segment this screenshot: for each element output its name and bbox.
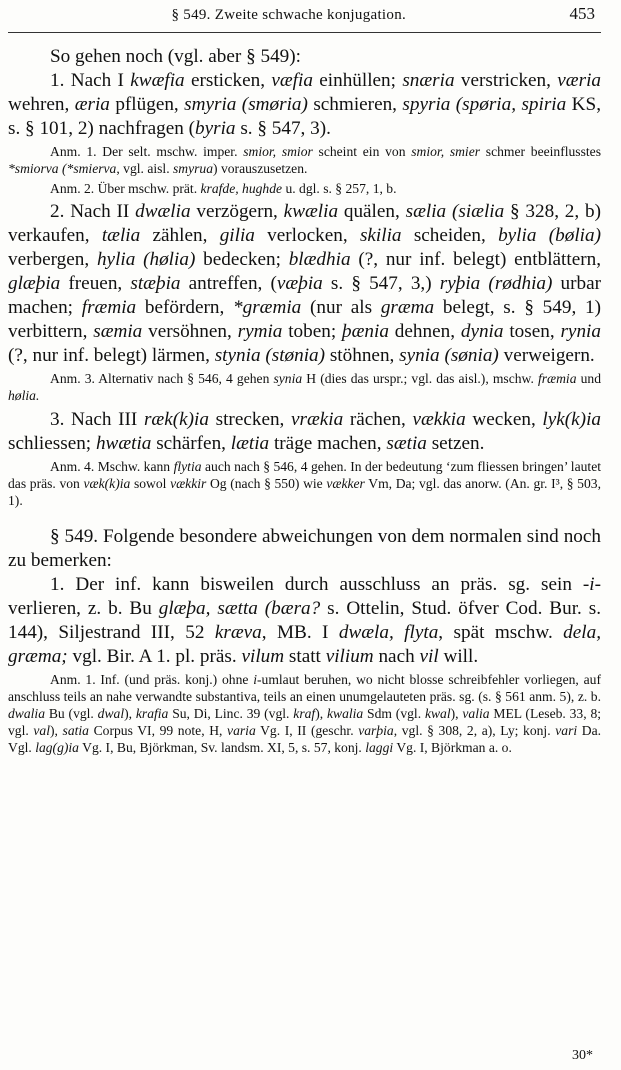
text-run: Og (nach § 550) wie <box>206 475 327 491</box>
text-run: verbergen, <box>8 249 97 271</box>
italic-word: spyria (spøria, spiria <box>402 94 567 115</box>
text-run: schärfen, <box>151 432 231 454</box>
italic-word: væþia <box>276 273 323 295</box>
text-run: verlocken, <box>254 225 360 247</box>
text-run: (?, nur inf. belegt) entblättern, <box>350 249 601 271</box>
body-text <box>8 69 601 756</box>
italic-word: vilium <box>325 646 374 668</box>
annotation-paragraph <box>8 371 601 405</box>
text-run: ), <box>315 705 327 721</box>
text-run: -umlaut beruhen, wo nicht blosse schreibfehler vorliegen, auf anschluss teils an nahe verwandte substantiva, teils an einen unumgelauteten präs. sg. (s. § 561 anm. 5), z. b. <box>8 672 601 705</box>
italic-word: kraf <box>293 705 316 721</box>
text-run: Vg. I, Björkman a. o. <box>393 739 512 755</box>
italic-word: kræva <box>214 622 262 644</box>
text-run: Vm, Da; vgl. das anorw. (An. gr. I³, § 503, 1). <box>8 475 601 508</box>
text-run: Su, Di, Linc. 39 (vgl. <box>168 705 294 721</box>
text-run: pflügen, <box>109 94 185 115</box>
italic-word: gilia <box>219 225 255 247</box>
italic-word: vækkir <box>170 475 207 491</box>
text-run: ) vorauszusetzen. <box>213 160 308 176</box>
text-run: schmer beeinflusstes <box>480 144 601 159</box>
italic-word: vilum <box>241 646 285 668</box>
italic-word: snæria <box>402 70 455 91</box>
text-run: wehren, <box>8 94 75 115</box>
annotation-paragraph <box>8 459 601 509</box>
italic-word: vil <box>419 646 439 668</box>
paragraph <box>8 573 601 669</box>
italic-word: dela, græma; <box>8 622 601 668</box>
italic-word: sælia (siælia <box>405 201 505 223</box>
text-run: KS, s. § 101, 2) nachfragen ( <box>8 94 601 139</box>
annotation-paragraph <box>8 181 601 198</box>
italic-word: stynia (stønia) <box>214 345 326 367</box>
running-header <box>8 4 601 30</box>
text-run: (?, nur inf. belegt) lärmen, <box>8 345 215 367</box>
italic-word: valia <box>462 705 490 721</box>
italic-word: þænia <box>342 321 389 343</box>
italic-word: lyk(k)ia <box>542 408 601 430</box>
annotation-paragraph <box>8 144 601 178</box>
text-run: § 549. Folgende besondere abweichungen von dem normalen sind noch zu bemerken: <box>8 526 601 572</box>
text-run: befördern, <box>136 297 234 319</box>
page-number: 453 <box>569 4 595 23</box>
italic-word: kwælia <box>283 201 339 223</box>
text-run: freuen, <box>60 273 131 295</box>
text-run: ), <box>50 722 63 738</box>
text-run: sowol <box>130 475 171 491</box>
italic-word: vækker <box>326 475 365 491</box>
text-run: stöhnen, <box>325 345 400 367</box>
italic-word: væria <box>557 70 601 91</box>
header-title: § 549. Zweite schwache konjugation. <box>171 7 407 23</box>
text-run: , MB. I <box>261 622 339 644</box>
text-run: 1. Der inf. kann bisweilen durch ausschluss an präs. sg. sein <box>50 574 583 596</box>
text-run: verzögern, <box>190 201 284 223</box>
text-run: ), <box>450 705 463 721</box>
text-run: ersticken, <box>184 70 272 91</box>
italic-word: græma <box>380 297 435 319</box>
italic-word: kwal <box>424 705 451 721</box>
text-run: s. § 547, 3,) <box>322 273 440 295</box>
text-run: Bu (vgl. <box>45 705 98 721</box>
italic-word: væfia <box>271 70 313 91</box>
text-run: rächen, <box>343 408 413 430</box>
italic-word: i <box>253 672 257 688</box>
text-run: versöhnen, <box>142 321 238 343</box>
text-run: 2. Nach II <box>50 201 136 223</box>
italic-word: sæmia <box>93 321 143 343</box>
italic-word: blædhia <box>288 249 351 271</box>
italic-word: dwælia <box>135 201 191 223</box>
italic-word: hylia (hølia) <box>96 249 196 271</box>
text-run: scheint ein von <box>312 144 412 159</box>
italic-word: satia <box>62 722 89 738</box>
text-run: 3. Nach III <box>50 408 144 430</box>
text-run: Vg. I, Bu, Björkman, Sv. landsm. XI, 5, s. 57, konj. <box>78 739 366 755</box>
italic-word: kwalia <box>326 705 364 721</box>
italic-word: rynia <box>560 321 601 343</box>
italic-word: synia (sønia) <box>399 345 499 367</box>
italic-word: vari <box>555 722 578 738</box>
italic-word: fræmia <box>81 297 137 319</box>
italic-word: smyria (smøria) <box>184 94 308 115</box>
italic-word: varia <box>227 722 256 738</box>
text-run: Anm. 2. Über mschw. prät. <box>50 180 201 196</box>
text-run: setzen. <box>426 432 485 454</box>
italic-word: vækkia <box>412 408 466 430</box>
italic-word: glæþia <box>8 273 61 295</box>
italic-word: skilia <box>359 225 402 247</box>
italic-word: smior, smier <box>411 144 481 159</box>
text-run: einhüllen; <box>312 70 403 91</box>
italic-word: vrækia <box>291 408 344 430</box>
text-run: zählen, <box>140 225 220 247</box>
text-run: Anm. 3. Alternativ nach § 546, 4 gehen <box>50 371 274 387</box>
text-run: dehnen, <box>388 321 461 343</box>
text-run: schliessen; <box>8 432 96 454</box>
text-run: verstricken, <box>454 70 558 91</box>
italic-word: bylia (bølia) <box>498 225 601 247</box>
text-run: Anm. 1. Der selt. mschw. imper. <box>50 144 244 159</box>
text-run: , spät mschw. <box>438 622 564 644</box>
italic-word: -i- <box>582 574 601 596</box>
italic-word: hølia. <box>8 388 40 404</box>
paragraph <box>8 408 601 456</box>
italic-word: tælia <box>101 225 141 247</box>
italic-word: fræmia <box>537 371 577 387</box>
italic-word: krafde, hughde <box>200 180 283 196</box>
text-run: H (dies das urspr.; vgl. das aisl.), mschw. <box>302 371 538 387</box>
italic-word: lag(g)ia <box>35 739 79 755</box>
italic-word: *græmia <box>233 297 302 319</box>
text-run: 1. Nach I <box>50 70 131 91</box>
header-rule <box>8 32 601 33</box>
text-run: nach <box>373 646 420 668</box>
text-run: Vg. I, II (geschr. <box>255 722 359 738</box>
text-run: , vgl. § 308, 2, a), Ly; konj. <box>393 722 556 738</box>
italic-word: laggi <box>365 739 394 755</box>
intro-line: So gehen noch (vgl. aber § 549): <box>50 46 301 67</box>
italic-word: dwal <box>97 705 125 721</box>
text-run: s. § 547, 3). <box>235 118 331 139</box>
italic-word: varþia <box>358 722 394 738</box>
text-run: tosen, <box>503 321 561 343</box>
italic-word: byria <box>195 118 236 139</box>
italic-word: væk(k)ia <box>83 475 131 491</box>
text-run: MEL (Leseb. 33, 8; vgl. <box>8 705 602 738</box>
text-run: s. Ottelin, Stud. öfver Cod. Bur. s. 144), Siljestrand III, 52 <box>8 598 602 644</box>
text-run: Da. Vgl. <box>8 722 602 755</box>
paragraph <box>8 200 601 368</box>
text-run: u. dgl. s. § 257, 1, b. <box>282 180 397 196</box>
text-run: schmieren, <box>307 94 403 115</box>
italic-word: krafia <box>135 705 169 721</box>
italic-word: stæþia <box>130 273 181 295</box>
text-run: will. <box>438 646 479 668</box>
text-run: § 328, 2, b) verkaufen, <box>8 201 601 247</box>
text-run: urbar machen; <box>8 273 602 319</box>
text-run: quälen, <box>338 201 406 223</box>
italic-word: *smiorva (*smierva <box>8 160 117 176</box>
text-run: Sdm (vgl. <box>363 705 425 721</box>
annotation-paragraph <box>8 672 601 756</box>
italic-word: dwæla, flyta <box>338 622 439 644</box>
italic-word: val <box>33 722 50 738</box>
text-run: auch nach § 546, 4 gehen. In der bedeutung ‘zum fliessen bringen’ lautet das präs. von <box>8 458 601 491</box>
italic-word: rymia <box>237 321 283 343</box>
text-run: bedecken; <box>195 249 289 271</box>
text-run: (nur als <box>301 297 381 319</box>
text-run: Corpus VI, 99 note, H, <box>88 722 228 738</box>
text-run: scheiden, <box>401 225 499 247</box>
italic-word: smyrua <box>173 160 214 176</box>
sheet-signature: 30* <box>572 1048 593 1063</box>
text-run: wecken, <box>465 408 543 430</box>
text-run: Anm. 4. Mschw. kann <box>50 458 174 474</box>
italic-word: glæþa, sætta (bæra? <box>158 598 321 620</box>
italic-word: dwalia <box>8 705 46 721</box>
text-run: antreffen, ( <box>180 273 277 295</box>
text-run: verweigern. <box>498 345 595 367</box>
paragraph <box>8 69 601 141</box>
text-run: statt <box>284 646 326 668</box>
paragraph <box>8 525 601 573</box>
italic-word: ræk(k)ia <box>143 408 209 430</box>
text-run: strecken, <box>208 408 291 430</box>
text-run: träge machen, <box>269 432 387 454</box>
italic-word: lætia <box>230 432 270 454</box>
italic-word: synia <box>273 371 303 387</box>
italic-word: sætia <box>386 432 427 454</box>
italic-word: flytia <box>173 458 202 474</box>
text-run: belegt, s. § 549, 1) verbittern, <box>8 297 601 343</box>
text-run: ), <box>124 705 136 721</box>
text-run: toben; <box>282 321 343 343</box>
italic-word: æria <box>74 94 110 115</box>
text-run: vgl. Bir. A 1. pl. präs. <box>67 646 242 668</box>
italic-word: dynia <box>460 321 504 343</box>
italic-word: smior, smior <box>243 144 313 159</box>
text-run: , vgl. aisl. <box>116 160 173 176</box>
text-run: Anm. 1. Inf. (und präs. konj.) ohne <box>50 672 254 688</box>
text-run: verlieren, z. b. Bu <box>8 598 159 620</box>
italic-word: hwætia <box>95 432 152 454</box>
italic-word: kwæfia <box>130 70 185 91</box>
text-run: und <box>576 371 601 387</box>
italic-word: ryþia (rødhia) <box>439 273 553 295</box>
